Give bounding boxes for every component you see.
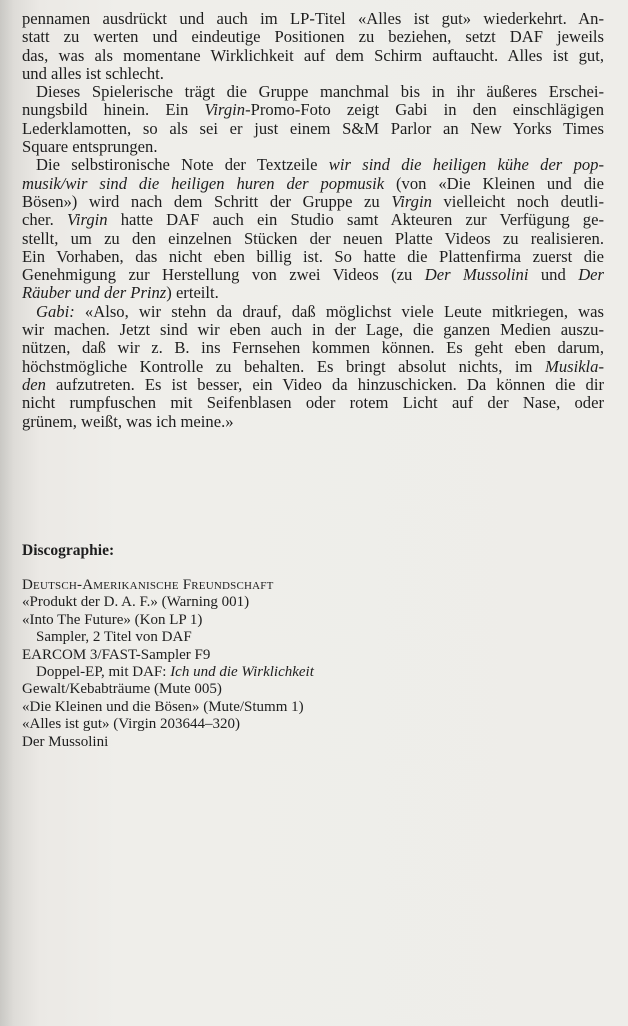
paragraph-3 (22, 156, 604, 302)
text-line: Dieses Spielerische trägt die Gruppe manchmal bis in ihr äußeres Erschei- (36, 82, 604, 102)
text-line: wir machen. Jetzt sind wir eben auch in der Lage, die ganzen Medien auszu- (22, 320, 604, 340)
text-line: cher. Virgin hatte DAF auch ein Studio samt Akteuren zur Verfügung ge- (22, 210, 604, 230)
discography-list (22, 577, 442, 751)
text-line: nicht rumpfuschen mit Seifenblasen oder rotem Licht auf der Nase, oder (22, 393, 604, 413)
text-line: höchstmögliche Kontrolle zu behalten. Es bringt absolut nichts, im Musikla- (22, 356, 604, 376)
text-line: und alles ist schlecht. (22, 63, 164, 83)
text-line: nungsbild hinein. Ein Virgin-Promo-Foto zeigt Gabi in den einschlägigen (22, 100, 605, 120)
text-line: statt zu werten und eindeutige Positionen zu beziehen, setzt DAF jeweils (22, 27, 604, 47)
text-line: Die selbstironische Note der Textzeile wir sind die heiligen kühe der pop- (36, 155, 604, 175)
discography-entry: EARCOM 3/FAST-Sampler F9 (22, 646, 211, 663)
text-line: Lederklamotten, so als sei er just einem S&M Parlor an New Yorks Times (22, 118, 604, 138)
text-line: musik/wir sind die heiligen huren der popmusik (von «Die Kleinen und die (22, 173, 605, 193)
paragraph-4 (22, 303, 604, 431)
band-name: Deutsch-Amerikanische Freundschaft (22, 577, 274, 593)
discography-entry: Doppel-EP, mit DAF: Ich und die Wirklichkeit (36, 664, 314, 681)
paragraph-1 (22, 10, 604, 83)
text-line: den aufzutreten. Es ist besser, ein Video da hinzuschicken. Da können die dir (22, 374, 604, 394)
discography-entry: «Into The Future» (Kon LP 1) (22, 611, 203, 628)
discography-entry: «Die Kleinen und die Bösen» (Mute/Stumm 1) (22, 698, 304, 715)
discography-heading: Discographie: (22, 542, 115, 559)
text-line: Square entsprungen. (22, 137, 158, 157)
text-line: stellt, um zu den einzelnen Stücken der neuen Platte Videos zu realisieren. (22, 228, 604, 248)
discography-entry: Gewalt/Kebabträume (Mute 005) (22, 681, 222, 698)
article-body (22, 10, 604, 431)
text-line: grünem, weißt, was ich meine.» (22, 411, 234, 431)
text-line: Ein Vorhaben, das nicht eben billig ist. So hatte die Plattenfirma zuerst die (22, 246, 604, 266)
discography-entry: Sampler, 2 Titel von DAF (36, 629, 192, 646)
text-line: Bösen») wird nach dem Schritt der Gruppe zu Virgin vielleicht noch deutli- (22, 191, 604, 211)
text-line: Genehmigung zur Herstellung von zwei Videos (zu Der Mussolini und Der (22, 265, 604, 285)
paragraph-2 (22, 83, 604, 156)
discography-entry: Der Mussolini (22, 733, 109, 750)
text-line: nützen, daß wir z. B. ins Fernsehen kommen können. Es geht eben darum, (22, 338, 604, 358)
discography-entry: «Produkt der D. A. F.» (Warning 001) (22, 594, 250, 611)
text-line: pennamen ausdrückt und auch im LP-Titel «Alles ist gut» wiederkehrt. An- (22, 9, 604, 28)
text-line: Räuber und der Prinz) erteilt. (22, 283, 219, 303)
text-line: das, was als momentane Wirklichkeit auf dem Schirm auftaucht. Alles ist gut, (22, 45, 604, 65)
discography-entry: «Alles ist gut» (Virgin 203644–320) (22, 716, 240, 733)
text-line: Gabi: «Also, wir stehn da drauf, daß möglichst viele Leute mitkriegen, was (36, 301, 604, 321)
